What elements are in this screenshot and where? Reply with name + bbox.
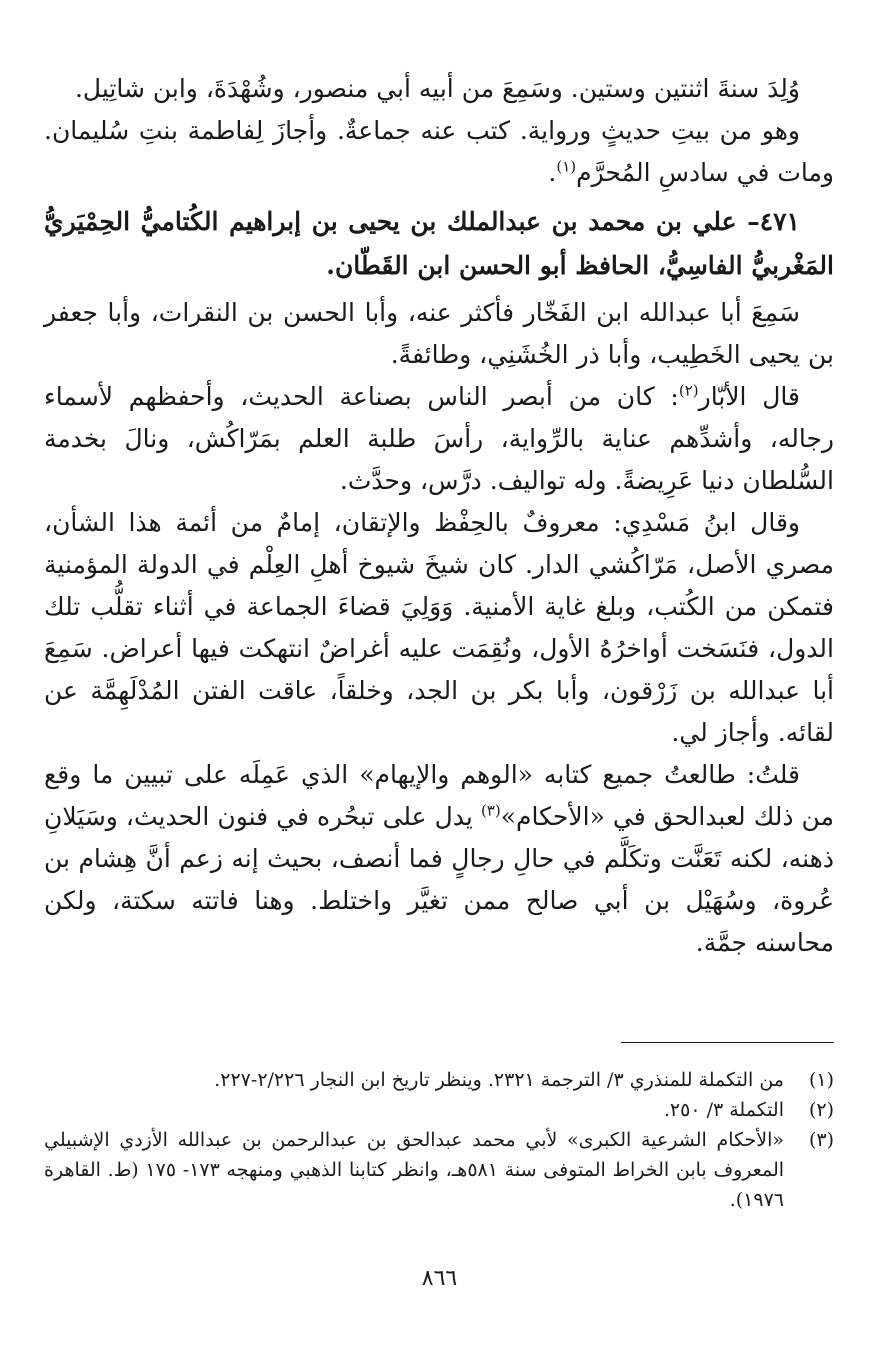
- footnote-ref-1: (١): [556, 157, 577, 176]
- page-number: ٨٦٦: [421, 1266, 458, 1291]
- paragraph-6: [44, 754, 834, 964]
- footnote-2: [44, 1095, 834, 1125]
- entry-heading-471: ٤٧١– علي بن محمد بن عبدالملك بن يحيى بن إبراهيم الكُتاميُّ الحِمْيَريُّ المَغْربيُّ الفاسِيُّ، الحافظ أبو الحسن ابن القَطّان.: [44, 207, 834, 280]
- footnote-ref-3: (٣): [480, 801, 501, 820]
- footnote-number: (١): [808, 1069, 834, 1091]
- main-text: [44, 68, 834, 964]
- paragraph-4: [44, 376, 834, 502]
- paragraph-2-text: وهو من بيتِ حديثٍ ورواية. كتب عنه جماعةٌ. وأجازَ لِفاطمة بنتِ سُليمان. ومات في سادسِ المُحرَّم: [44, 116, 834, 187]
- footnote-text: «الأحكام الشرعية الكبرى» لأبي محمد عبدالحق بن عبدالرحمن بن عبدالله الأزدي الإشبيلي المعروف بابن الخراط المتوفى سنة ٥٨١هـ، وانظر كتابنا الذهبي ومنهجه ١٧٣- ١٧٥ (ط. القاهرة ١٩٧٦).: [44, 1129, 785, 1211]
- footnote-number: (٢): [808, 1099, 834, 1121]
- footnote-1: [44, 1065, 834, 1095]
- paragraph-2: [44, 110, 834, 194]
- footnote-text: من التكملة للمنذري ٣/ الترجمة ٢٣٢١. وينظر تاريخ ابن النجار ٢/٢٢٦-٢٢٧.: [214, 1069, 784, 1091]
- footnote-separator: [621, 1042, 834, 1043]
- paragraph-1: وُلِدَ سنةَ اثنتين وستين. وسَمِعَ من أبيه أبي منصور، وشُهْدَةَ، وابن شاتِيل.: [74, 74, 800, 103]
- paragraph-6-text: يدل على تبحُره في فنون الحديث، وسَيَلانِ ذهنه، لكنه تَعَنَّت وتكَلَّم في حالِ رجالٍ فما أنصف، بحيث إنه زعم أنَّ هِشام بن عُروة، وسُهَيْل بن أبي صالح ممن تغيَّر واختلط. وهنا فاتته سكتة، ولكن محاسنه جمَّة.: [44, 802, 834, 957]
- footnotes: [44, 1065, 834, 1215]
- paragraph-4-text: : كان من أبصر الناس بصناعة الحديث، وأحفظهم لأسماء رجاله، وأشدِّهم عناية بالرِّواية، رأسَ طلبة العلم بمَرّاكُش، ونالَ بخدمة السُّلطان دنيا عَرِيضةً. وله تواليف. درَّس، وحدَّث.: [44, 382, 834, 495]
- footnote-number: (٣): [808, 1129, 834, 1151]
- period: .: [548, 158, 557, 187]
- paragraph-3: سَمِعَ أبا عبدالله ابن الفَخّار فأكثر عنه، وأبا الحسن بن النقرات، وأبا جعفر بن يحيى الخَطِيب، وأبا ذر الخُشَنِي، وطائفةً.: [44, 298, 834, 369]
- footnote-text: التكملة ٣/ ٢٥٠.: [663, 1099, 784, 1121]
- footnote-3: [44, 1125, 834, 1215]
- paragraph-5: وقال ابنُ مَسْدِي: معروفٌ بالحِفْظ والإتقان، إمامٌ من أئمة هذا الشأن، مصري الأصل، مَرّاكُشي الدار. كان شيخَ شيوخ أهلِ العِلْم في الدولة المؤمنية فتمكن من الكُتب، وبلغ غاية الأمنية. وَوَلِيَ قضاءَ الجماعة في أثناء تقلُّب تلك الدول، فنَسَخت أواخرُهُ الأول، ونُقِمَت عليه أغراضٌ انتهكت فيها أعراض. سَمِعَ أبا عبدالله بن زَرْقون، وأبا بكر بن الجد، وخلقاً، عاقت الفتن المُدْلَهِمَّة عن لقائه. وأجاز لي.: [44, 508, 834, 747]
- paragraph-6-lead: قلتُ: طالعتُ جميع كتابه «الوهم والإيهام» الذي عَمِلَه على تبيين ما وقع من ذلك لعبدالحق في «الأحكام»: [44, 760, 834, 831]
- paragraph-4-lead: قال الأبّار: [698, 382, 800, 411]
- footnote-ref-2: (٢): [678, 381, 699, 400]
